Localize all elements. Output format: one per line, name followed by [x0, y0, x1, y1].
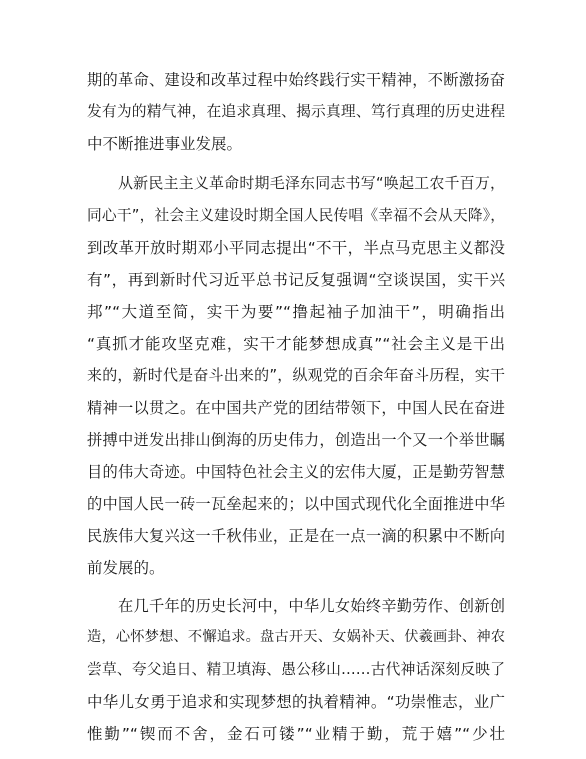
paragraph-2-line-11: 的中国人民一砖一瓦垒起来的；以中国式现代化全面推进中华 [87, 495, 505, 513]
paragraph-2-line-10: 目的伟大奇迹。中国特色社会主义的宏伟大厦，正是勤劳智慧 [87, 463, 505, 481]
paragraph-3-line-4: 中华儿女勇于追求和实现梦想的执着精神。“功崇惟志，业广 [87, 693, 505, 711]
paragraph-2-line-5: 邦”“大道至简，实干为要”“撸起袖子加油干”，明确指出 [87, 303, 505, 321]
paragraph-2-line-13: 前发展的。 [87, 559, 165, 577]
paragraph-3-line-1: 在几千年的历史长河中，中华儿女始终辛勤劳作、创新创 [118, 597, 505, 615]
paragraph-3-line-3: 尝草、夸父追日、精卫填海、愚公移山……古代神话深刻反映了 [87, 661, 505, 678]
paragraph-2-line-9: 拼搏中迸发出排山倒海的历史伟力，创造出一个又一个举世瞩 [87, 431, 505, 449]
paragraph-2-line-8: 精神一以贯之。在中国共产党的团结带领下，中国人民在奋进 [87, 399, 505, 417]
paragraph-2-line-3: 到改革开放时期邓小平同志提出“不干，半点马克思主义都没 [87, 239, 505, 257]
paragraph-2-line-12: 民族伟大复兴这一千秋伟业，正是在一点一滴的积累中不断向 [87, 527, 505, 545]
paragraph-1-line-2: 发有为的精气神，在追求真理、揭示真理、笃行真理的历史进程 [87, 103, 505, 120]
paragraph-3-line-2: 造，心怀梦想、不懈追求。盘古开天、女娲补天、伏羲画卦、神农 [87, 629, 505, 645]
paragraph-3-line-5: 惟勤”“锲而不舍，金石可镂”“业精于勤，荒于嬉”“少壮 [87, 725, 505, 743]
paragraph-2-line-2: 同心干”，社会主义建设时期全国人民传唱《幸福不会从天降》， [87, 207, 505, 224]
paragraph-2-line-4: 有”，再到新时代习近平总书记反复强调“空谈误国，实干兴 [87, 271, 505, 289]
paragraph-2-line-6: “真抓才能攻坚克难，实干才能梦想成真”“社会主义是干出 [87, 335, 505, 353]
paragraph-2-line-1: 从新民主主义革命时期毛泽东同志书写“唤起工农千百万， [118, 174, 505, 192]
paragraph-2-line-7: 来的，新时代是奋斗出来的”，纵观党的百余年奋斗历程，实干 [87, 366, 505, 384]
paragraph-1-line-3: 中不断推进事业发展。 [87, 135, 243, 153]
paragraph-1-line-1: 期的革命、建设和改革过程中始终践行实干精神，不断激扬奋 [87, 71, 505, 89]
